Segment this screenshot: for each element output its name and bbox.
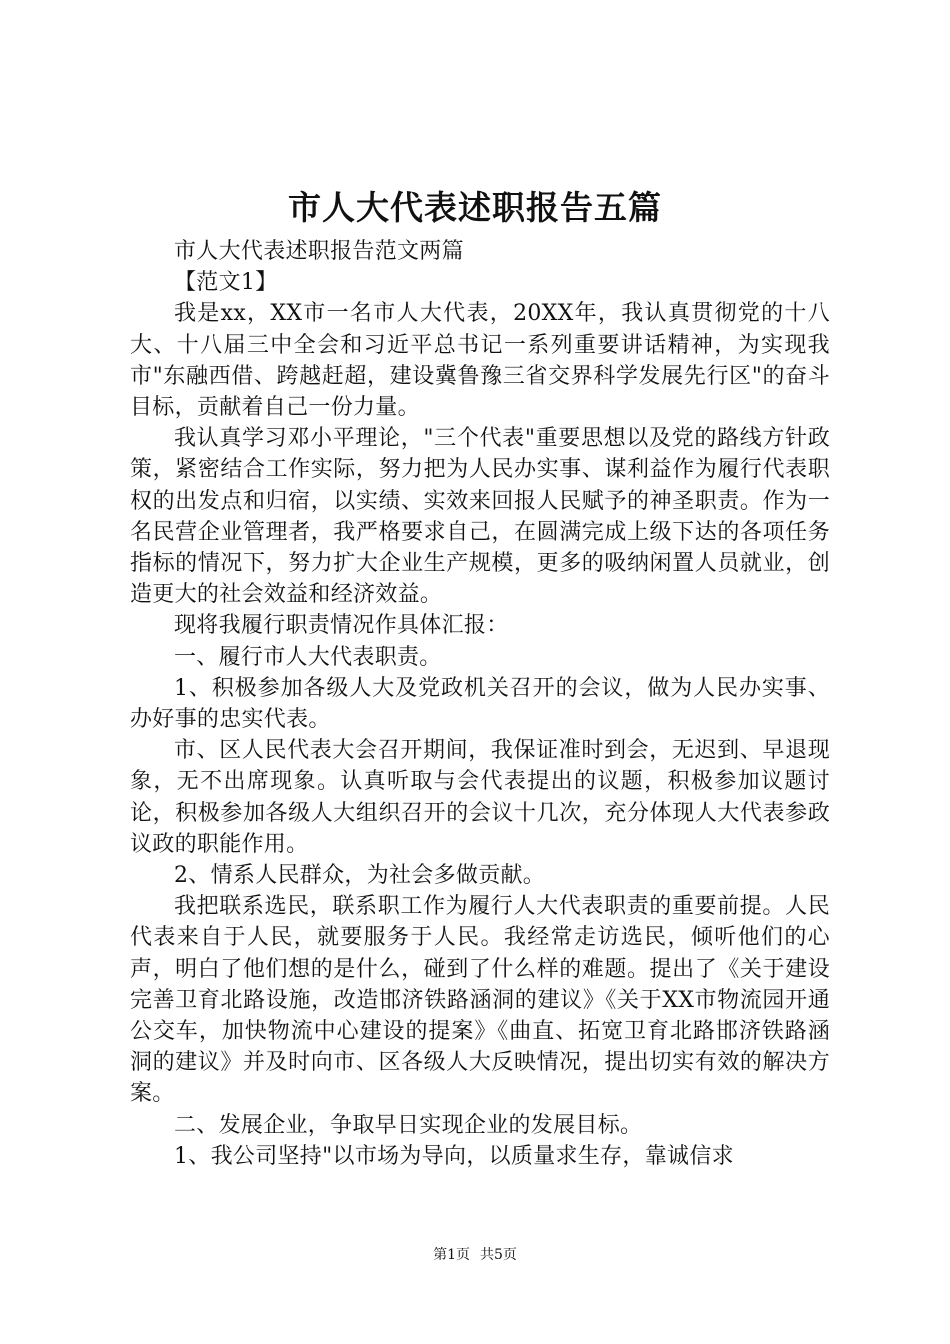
page-footer [0,1245,950,1265]
document-body [130,236,830,1172]
section-heading: 二、发展企业，争取早日实现企业的发展目标。 [174,1112,643,1138]
body-paragraph: 我把联系选民，联系职工作为履行人大代表职责的重要前提。人民代表来自于人民，就要服务于人民。我经常走访选民，倾听他们的心声，明白了他们想的是什么，碰到了什么样的难题。提出了《关于建设完善卫育北路设施，改造邯济铁路涵洞的建议》《关于XX市物流园开通公交车，加快物流中心建设的提案》《曲直、拓宽卫育北路邯济铁路涵洞的建议》并及时向市、区各级人大反映情况，提出切实有效的解决方案。 [130,894,830,1107]
body-paragraph: 我认真学习邓小平理论，"三个代表"重要思想以及党的路线方针政策，紧密结合工作实际，努力把为人民办实事、谋利益作为履行代表职权的出发点和归宿，以实绩、实效来回报人民赋予的神圣职责。作为一名民营企业管理者，我严格要求自己，在圆满完成上级下达的各项任务指标的情况下，努力扩大企业生产规模，更多的吸纳闲置人员就业，创造更大的社会效益和经济效益。 [130,426,830,608]
page-number: 第1页 [433,1247,470,1263]
sample-label-paragraph: 【范文1】 [174,270,278,296]
subtitle-paragraph: 市人大代表述职报告范文两篇 [174,239,464,264]
body-paragraph: 市、区人民代表大会召开期间，我保证准时到会，无迟到、早退现象，无不出席现象。认真听取与会代表提出的议题，积极参加议题讨论，积极参加各级人大组织召开的会议十几次，充分体现人大代表参政议政的职能作用。 [130,738,830,857]
body-paragraph: 我是xx，XX市一名市人大代表，20XX年，我认真贯彻党的十八大、十八届三中全会和习近平总书记一系列重要讲话精神，为实现我市"东融西借、跨越赶超，建设冀鲁豫三省交界科学发展先行区"的奋斗目标，贡献着自己一份力量。 [130,301,830,421]
document-title: 市人大代表述职报告五篇 [288,188,662,227]
section-heading: 一、履行市人大代表职责。 [174,644,442,670]
body-paragraph: 现将我履行职责情况作具体汇报： [174,613,509,639]
body-paragraph: 2、情系人民群众，为社会多做贡献。 [174,863,546,889]
body-paragraph: 1、积极参加各级人大及党政机关召开的会议，做为人民办实事、办好事的忠实代表。 [130,675,830,733]
page-total: 共5页 [480,1247,517,1263]
body-paragraph: 1、我公司坚持"以市场为导向，以质量求生存，靠诚信求 [174,1143,734,1169]
